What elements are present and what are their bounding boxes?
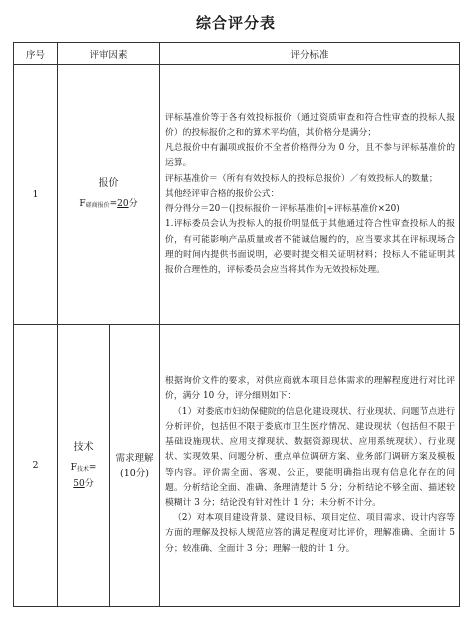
sub-factor-score: (10分) — [120, 467, 150, 479]
factor-formula: $F_{磋商报价}=20$分 — [79, 198, 138, 209]
header-standard: 评分标准 — [160, 43, 460, 65]
standard-cell-price — [160, 65, 460, 325]
header-no: 序号 — [14, 43, 58, 65]
standard-cell-tech — [160, 325, 460, 607]
score-table — [13, 42, 460, 607]
standard-text: 评标基准价等于各有效投标报价（通过资质审查和符合性审查的投标人报价）的投标报价之和的算术平均值，其价格分是满分； — [165, 112, 456, 139]
sub-factor-cell — [110, 325, 160, 607]
row-number: 1 — [14, 65, 58, 325]
sub-factor-label: 需求理解 — [115, 452, 154, 464]
standard-text: 评标基准价＝（所有有效投标人的投标总报价）／有效投标人的数量； — [165, 173, 438, 184]
factor-score: 50 — [73, 478, 85, 489]
standard-text: 凡总报价中有漏项或报价不全者价格得分为 0 分，且不参与评标基准价的运算。 — [165, 143, 456, 169]
factor-formula: $F_{技术}=$ 50分 — [70, 462, 97, 489]
page-title: 综合评分表 — [195, 14, 276, 32]
header-factor: 评审因素 — [58, 43, 160, 65]
row-number: 2 — [14, 325, 58, 607]
table-header-row — [14, 43, 460, 65]
standard-text: 其他经评审合格的报价公式： — [165, 188, 280, 199]
standard-text: 1.评标委员会认为投标人的报价明显低于其他通过符合性审查投标人的报价，有可能影响产品质量或者不能诚信履约的，应当要求其在评标现场合理的时间内提供书面说明，必要时提交相关证明材料；投标人不能证明其报价合理性的，评标委员会应当将其作为无效投标处理。 — [165, 219, 456, 275]
standard-text: 得分得分＝20－(|投标报价－评标基准价|÷评标基准价×20) — [165, 204, 400, 215]
factor-cell-tech — [58, 325, 110, 607]
standard-text: （2）对本项目建设背景、建设目标、项目定位、项目需求、设计内容等方面的理解及投标人规范应答的满足程度对比评价，理解准确、全面计 5 分；较准确、全面计 3 分；理解一般的计 1 分。 — [165, 513, 456, 554]
table-row-tech — [14, 325, 460, 607]
factor-score: 20 — [117, 198, 129, 209]
standard-text: （1）对娄底市妇幼保健院的信息化建设现状、行业现状、问题节点进行分析评价，包括但不限于娄底市卫生医疗情况、建设现状（包括但不限于基础设施现状、应用支撑现状、数据资源现状、应用系统现状）、行业现状、实现效果、问题分析、重点单位调研方案、业务部门调研方案及模板等内容。评价需全面、客观、公正，要能明确指出现有信息化存在的问题。分析结论全面、准确、条理清楚计 5 分；分析结论不够全面、描述较模糊计 3 分；结论没有针对性计 1 分；未分析不计分。 — [165, 406, 456, 508]
factor-label: 技术 — [73, 441, 94, 453]
factor-cell-price — [58, 65, 160, 325]
factor-label: 报价 — [98, 177, 119, 189]
table-row-price — [14, 65, 460, 325]
standard-text: 根据询价文件的要求，对供应商就本项目总体需求的理解程度进行对比评价，满分 10 分，评分细则如下： — [165, 376, 456, 402]
